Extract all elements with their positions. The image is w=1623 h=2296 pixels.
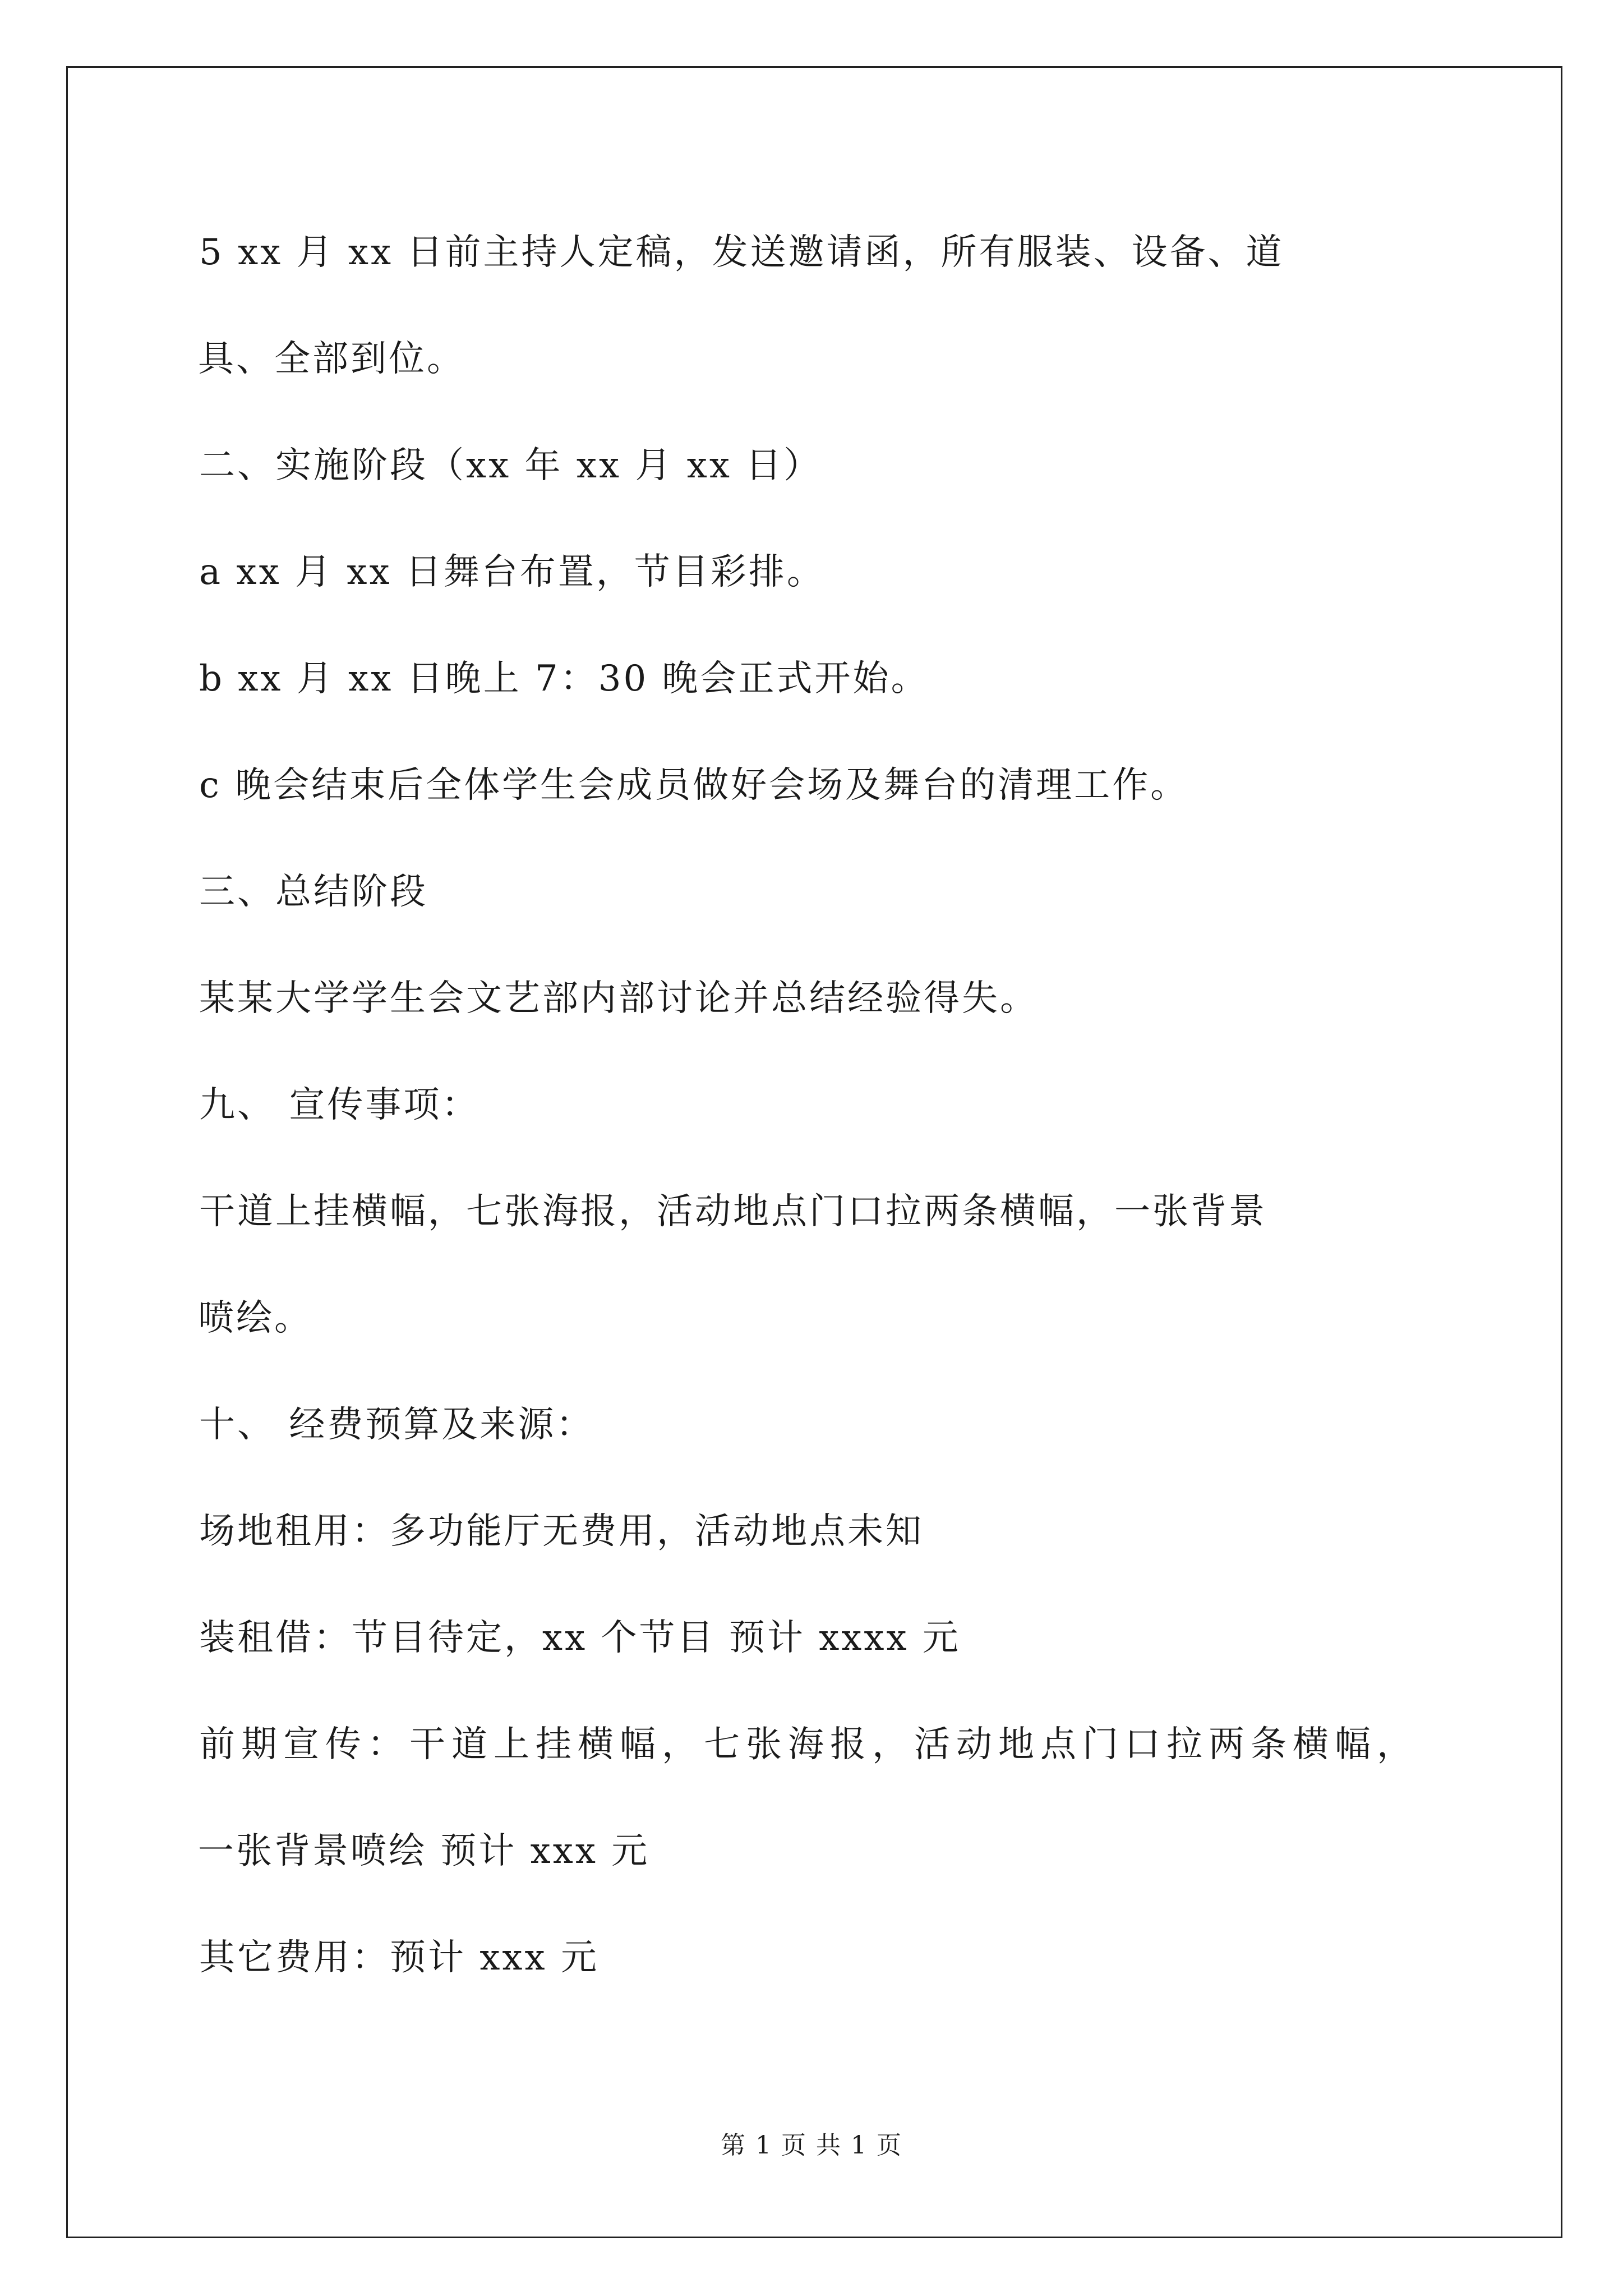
paragraph-line: 具、全部到位。	[198, 338, 465, 380]
paragraph-line: 一张背景喷绘 预计 xxx 元	[198, 1830, 650, 1872]
paragraph-line: c 晚会结束后全体学生会成员做好会场及舞台的清理工作。	[199, 765, 1189, 806]
page-number-footer: 第 1 页 共 1 页	[721, 2131, 902, 2160]
paragraph-line: 其它费用：预计 xxx 元	[199, 1937, 599, 1978]
paragraph-line: 喷绘。	[198, 1297, 312, 1339]
section-heading: 二、实施阶段（xx 年 xx 月 xx 日）	[199, 445, 822, 486]
paragraph-line: b xx 月 xx 日晚上 7：30 晚会正式开始。	[199, 658, 929, 700]
paragraph-line: a xx 月 xx 日舞台布置，节目彩排。	[199, 551, 825, 593]
section-heading: 三、总结阶段	[199, 871, 428, 913]
paragraph-line: 前期宣传：干道上挂横幅，七张海报，活动地点门口拉两条横幅，	[199, 1724, 1419, 1765]
paragraph-line: 场地租用：多功能厅无费用，活动地点未知	[199, 1511, 924, 1552]
paragraph-line: 干道上挂横幅，七张海报，活动地点门口拉两条横幅，一张背景	[199, 1191, 1267, 1232]
section-heading: 十、 经费预算及来源：	[199, 1404, 594, 1446]
paragraph-line: 某某大学学生会文艺部内部讨论并总结经验得失。	[199, 978, 1038, 1019]
paragraph-line: 装租借：节目待定，xx 个节目 预计 xxxx 元	[199, 1617, 961, 1659]
page-border	[66, 66, 1562, 2238]
paragraph-line: 5 xx 月 xx 日前主持人定稿，发送邀请函，所有服装、设备、道	[199, 232, 1284, 273]
section-heading: 九、 宣传事项：	[199, 1084, 480, 1126]
